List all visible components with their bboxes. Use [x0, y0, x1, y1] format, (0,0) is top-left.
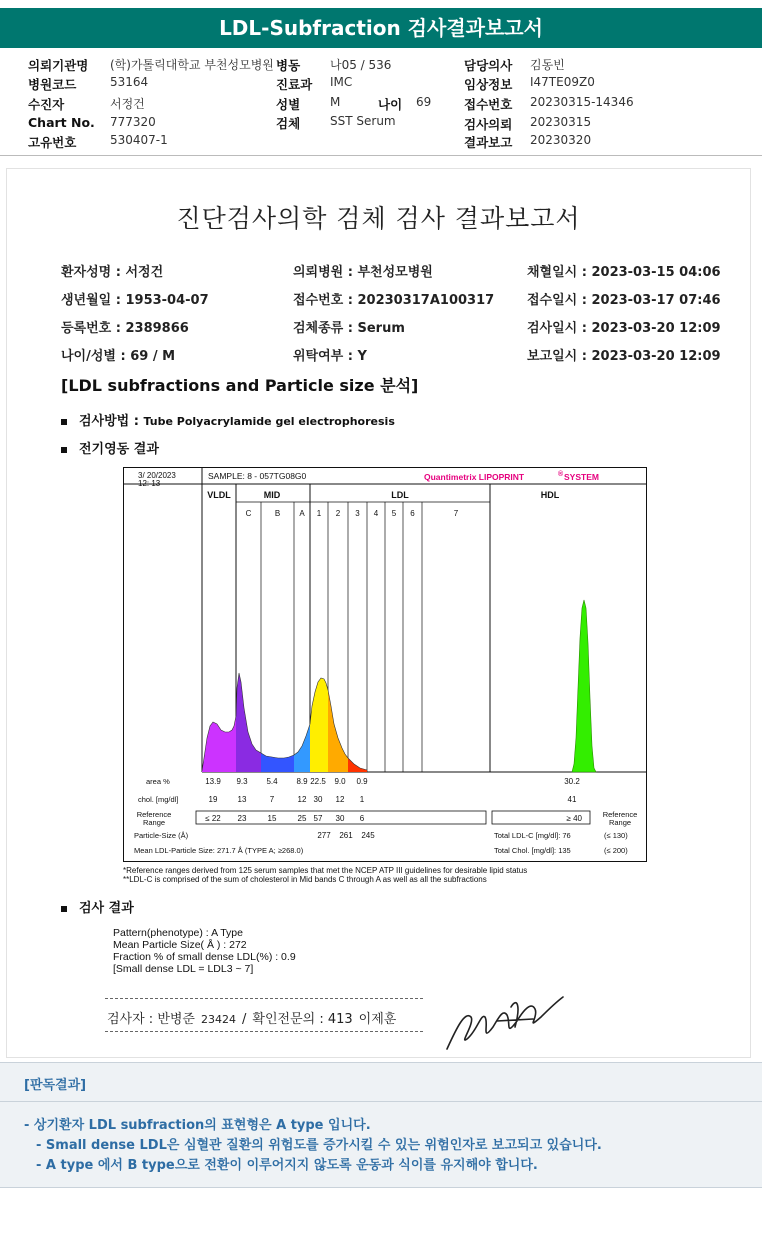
- doctor-value: 김동빈: [530, 58, 565, 72]
- report-date-value: 20230320: [530, 133, 592, 147]
- receipt-datetime: 접수일시 : 2023-03-17 07:46: [527, 293, 721, 308]
- lipoprint-svg: [124, 468, 646, 861]
- chart-time: 12: 13: [138, 479, 161, 488]
- signature-line-bottom: [105, 1031, 423, 1032]
- collection-datetime: 채혈일시 : 2023-03-15 04:06: [527, 265, 721, 280]
- chol-value: 13: [237, 795, 247, 804]
- patient-label: 수진자: [28, 97, 65, 112]
- mean-particle-size: Mean Particle Size( Å ) : 272: [113, 939, 247, 951]
- small-dense-definition: [Small dense LDL = LDL3 ~ 7]: [113, 963, 254, 975]
- request-value: 20230315: [530, 115, 592, 129]
- row-label-chol: chol. [mg/dl]: [138, 795, 179, 804]
- report-title-bar: [0, 8, 762, 48]
- request-header: [0, 52, 762, 152]
- consignment: 위탁여부 : Y: [293, 349, 367, 364]
- clinical-value: I47TE09Z0: [530, 75, 595, 89]
- patient-value: 서정건: [110, 97, 145, 111]
- section-title: [LDL subfractions and Particle size 분석]: [61, 376, 419, 395]
- receipt-number: 접수번호 : 20230317A100317: [293, 293, 495, 308]
- band-label-c: C: [245, 509, 252, 518]
- report-date-label: 결과보고: [464, 135, 513, 150]
- ldl2-peak: [328, 690, 348, 772]
- small-dense-fraction: Fraction % of small dense LDL(%) : 0.9: [113, 951, 296, 963]
- report-datetime: 보고일시 : 2023-03-20 12:09: [527, 349, 721, 364]
- pattern: Pattern(phenotype) : A Type: [113, 927, 243, 939]
- band-label-4: 4: [373, 509, 379, 518]
- area-value: 9.3: [236, 777, 248, 786]
- chart-system-suffix: SYSTEM: [564, 472, 599, 482]
- band-label-3: 3: [355, 509, 360, 518]
- area-value: 22.5: [310, 777, 326, 786]
- chart-no-label: Chart No.: [28, 115, 95, 130]
- ref-value: 15: [267, 814, 277, 823]
- signature-icon: [437, 987, 567, 1057]
- ward-value: 나05 / 536: [330, 58, 392, 72]
- row-label-ref-2: Range: [142, 818, 166, 827]
- method-line: [61, 410, 395, 429]
- request-label: 검사의뢰: [464, 117, 513, 132]
- interpretation-title: [판독결과]: [24, 1078, 87, 1093]
- ref-label-right-2: Range: [608, 818, 632, 827]
- chart-sample: SAMPLE: 8 - 057TG08G0: [208, 471, 307, 481]
- unique-value: 530407-1: [110, 133, 168, 147]
- chol-value: 7: [269, 795, 275, 804]
- area-value: 5.4: [266, 777, 278, 786]
- dept-label: 진료과: [276, 77, 313, 92]
- row-label-ref-1: Reference: [136, 810, 172, 819]
- method-value: Tube Polyacrylamide gel electrophoresis: [143, 415, 395, 428]
- hospital-code-value: 53164: [110, 75, 149, 89]
- chart-system-name: Quantimetrix LIPOPRINT: [424, 472, 525, 482]
- bullet-icon: [61, 447, 67, 453]
- receipt-label: 접수번호: [464, 97, 513, 112]
- sex-label: 성별: [276, 97, 301, 112]
- unique-label: 고유번호: [28, 135, 77, 150]
- group-label-hdl: HDL: [540, 490, 560, 500]
- receipt-value: 20230315-14346: [530, 95, 634, 109]
- test-datetime: 검사일시 : 2023-03-20 12:09: [527, 321, 721, 336]
- chart-no-value: 777320: [110, 115, 156, 129]
- area-value: 9.0: [334, 777, 346, 786]
- band-label-1: 1: [316, 509, 322, 518]
- ref-value: 25: [297, 814, 307, 823]
- chart-system-mark: ®: [558, 471, 564, 478]
- area-value: 8.9: [296, 777, 308, 786]
- result-line: [61, 897, 134, 916]
- total-ldl-ref: (≤ 130): [604, 831, 628, 840]
- inspector-name: 검사자 : 반병준: [107, 1012, 195, 1027]
- hdl-peak: [572, 600, 596, 772]
- ref-value: 30: [335, 814, 345, 823]
- band-label-7: 7: [453, 509, 459, 518]
- ref-value: ≤ 22: [205, 814, 221, 823]
- electrophoresis-label: 전기영동 결과: [79, 442, 159, 457]
- specimen-type: 검체종류 : Serum: [293, 321, 405, 336]
- report-title: LDL-Subfraction 검사결과보고서: [219, 16, 543, 40]
- age-label: 나이: [378, 97, 403, 112]
- inspector-line: [107, 1008, 402, 1027]
- institution-value: (학)가톨릭대학교 부천성모병원: [110, 58, 274, 72]
- interpretation-line-2: - Small dense LDL은 심혈관 질환의 위험도를 증가시킬 수 있는 위험인자로 보고되고 있습니다.: [36, 1138, 602, 1153]
- ref-value: 6: [359, 814, 365, 823]
- band-label-6: 6: [410, 509, 415, 518]
- dept-value: IMC: [330, 75, 353, 89]
- header-divider: [0, 155, 762, 156]
- chol-value: 12: [335, 795, 345, 804]
- mid-c-peak: [236, 673, 261, 772]
- ldl1-peak: [310, 678, 328, 772]
- lab-report-title: 진단검사의학 검체 검사 결과보고서: [176, 204, 581, 233]
- registration-no: 등록번호 : 2389866: [61, 321, 189, 336]
- ref-value: 23: [237, 814, 247, 823]
- mean-ldl-size: Mean LDL-Particle Size: 271.7 Å (TYPE A; ≥268.0): [134, 846, 304, 855]
- row-label-area: area %: [146, 777, 170, 786]
- band-label-2: 2: [335, 509, 341, 518]
- age-sex: 나이/성별 : 69 / M: [61, 349, 176, 364]
- group-label-mid: MID: [263, 490, 281, 500]
- footnote-2: **LDL-C is comprised of the sum of cholesterol in Mid bands C through A as well as all the subfractions: [123, 875, 487, 884]
- hospital-code-label: 병원코드: [28, 77, 77, 92]
- band-label-a: A: [299, 509, 305, 518]
- chol-value: 19: [208, 795, 218, 804]
- clinical-label: 임상정보: [464, 77, 513, 92]
- footnote-1: *Reference ranges derived from 125 serum samples that met the NCEP ATP III guidelines for desirable lipid status: [123, 866, 528, 875]
- chol-value: 12: [297, 795, 307, 804]
- band-label-b: B: [274, 509, 281, 518]
- institution-label: 의뢰기관명: [28, 58, 89, 73]
- ref-label-right-1: Reference: [602, 810, 638, 819]
- interpretation-line-1: - 상기환자 LDL subfraction의 표현형은 A type 입니다.: [24, 1118, 371, 1133]
- vldl-peak: [202, 716, 236, 772]
- specimen-value: SST Serum: [330, 114, 396, 128]
- particle-size-value: 261: [339, 831, 353, 840]
- specimen-label: 검체: [276, 116, 301, 131]
- inspector-separator: /: [242, 1012, 247, 1027]
- ref-value: 57: [313, 814, 323, 823]
- ldl3-peak: [348, 758, 367, 772]
- group-label-vldl: VLDL: [207, 490, 231, 500]
- interpretation-panel: [0, 1062, 762, 1188]
- chart-date: 3/ 20/2023: [138, 471, 176, 480]
- requesting-hospital: 의뢰병원 : 부천성모병원: [293, 265, 433, 280]
- interpretation-line-3: - A type 에서 B type으로 전환이 이루어지지 않도록 운동과 식이를 유지해야 합니다.: [36, 1158, 538, 1173]
- chol-value: 30: [313, 795, 323, 804]
- total-chol: Total Chol. [mg/dl]: 135: [494, 846, 571, 855]
- lipoprint-chart: [123, 467, 647, 862]
- confirming-doctor-name: 이제훈: [358, 1012, 397, 1027]
- bullet-icon: [61, 906, 67, 912]
- particle-size-value: 245: [361, 831, 375, 840]
- birth-date: 생년월일 : 1953-04-07: [61, 293, 209, 308]
- electrophoresis-line: [61, 438, 159, 457]
- doctor-label: 담당의사: [464, 58, 513, 73]
- particle-size-value: 277: [317, 831, 331, 840]
- inspector-id: 23424: [201, 1013, 236, 1026]
- ward-label: 병동: [276, 58, 301, 73]
- signature-line-top: [105, 998, 423, 999]
- chol-value: 1: [359, 795, 365, 804]
- confirming-doctor: 확인전문의 : 413: [252, 1012, 353, 1027]
- footnotes: [123, 866, 527, 884]
- particle-size-label: Particle-Size (Å): [134, 831, 189, 840]
- band-label-5: 5: [391, 509, 397, 518]
- total-chol-ref: (≤ 200): [604, 846, 628, 855]
- chol-value: 41: [567, 795, 577, 804]
- lab-report-sheet: [6, 168, 751, 1058]
- bullet-icon: [61, 419, 67, 425]
- sex-value: M: [330, 95, 341, 109]
- area-value: 13.9: [205, 777, 221, 786]
- area-value: 30.2: [564, 777, 580, 786]
- method-label: 검사방법 :: [79, 414, 144, 429]
- result-label: 검사 결과: [79, 901, 134, 916]
- result-summary: [113, 927, 296, 975]
- age-value: 69: [416, 95, 432, 109]
- total-ldl: Total LDL-C [mg/dl]: 76: [494, 831, 571, 840]
- hdl-ref-value: ≥ 40: [566, 814, 582, 823]
- group-label-ldl: LDL: [391, 490, 409, 500]
- area-value: 0.9: [356, 777, 368, 786]
- patient-name: 환자성명 : 서정건: [61, 265, 164, 280]
- interpretation-divider: [0, 1101, 762, 1102]
